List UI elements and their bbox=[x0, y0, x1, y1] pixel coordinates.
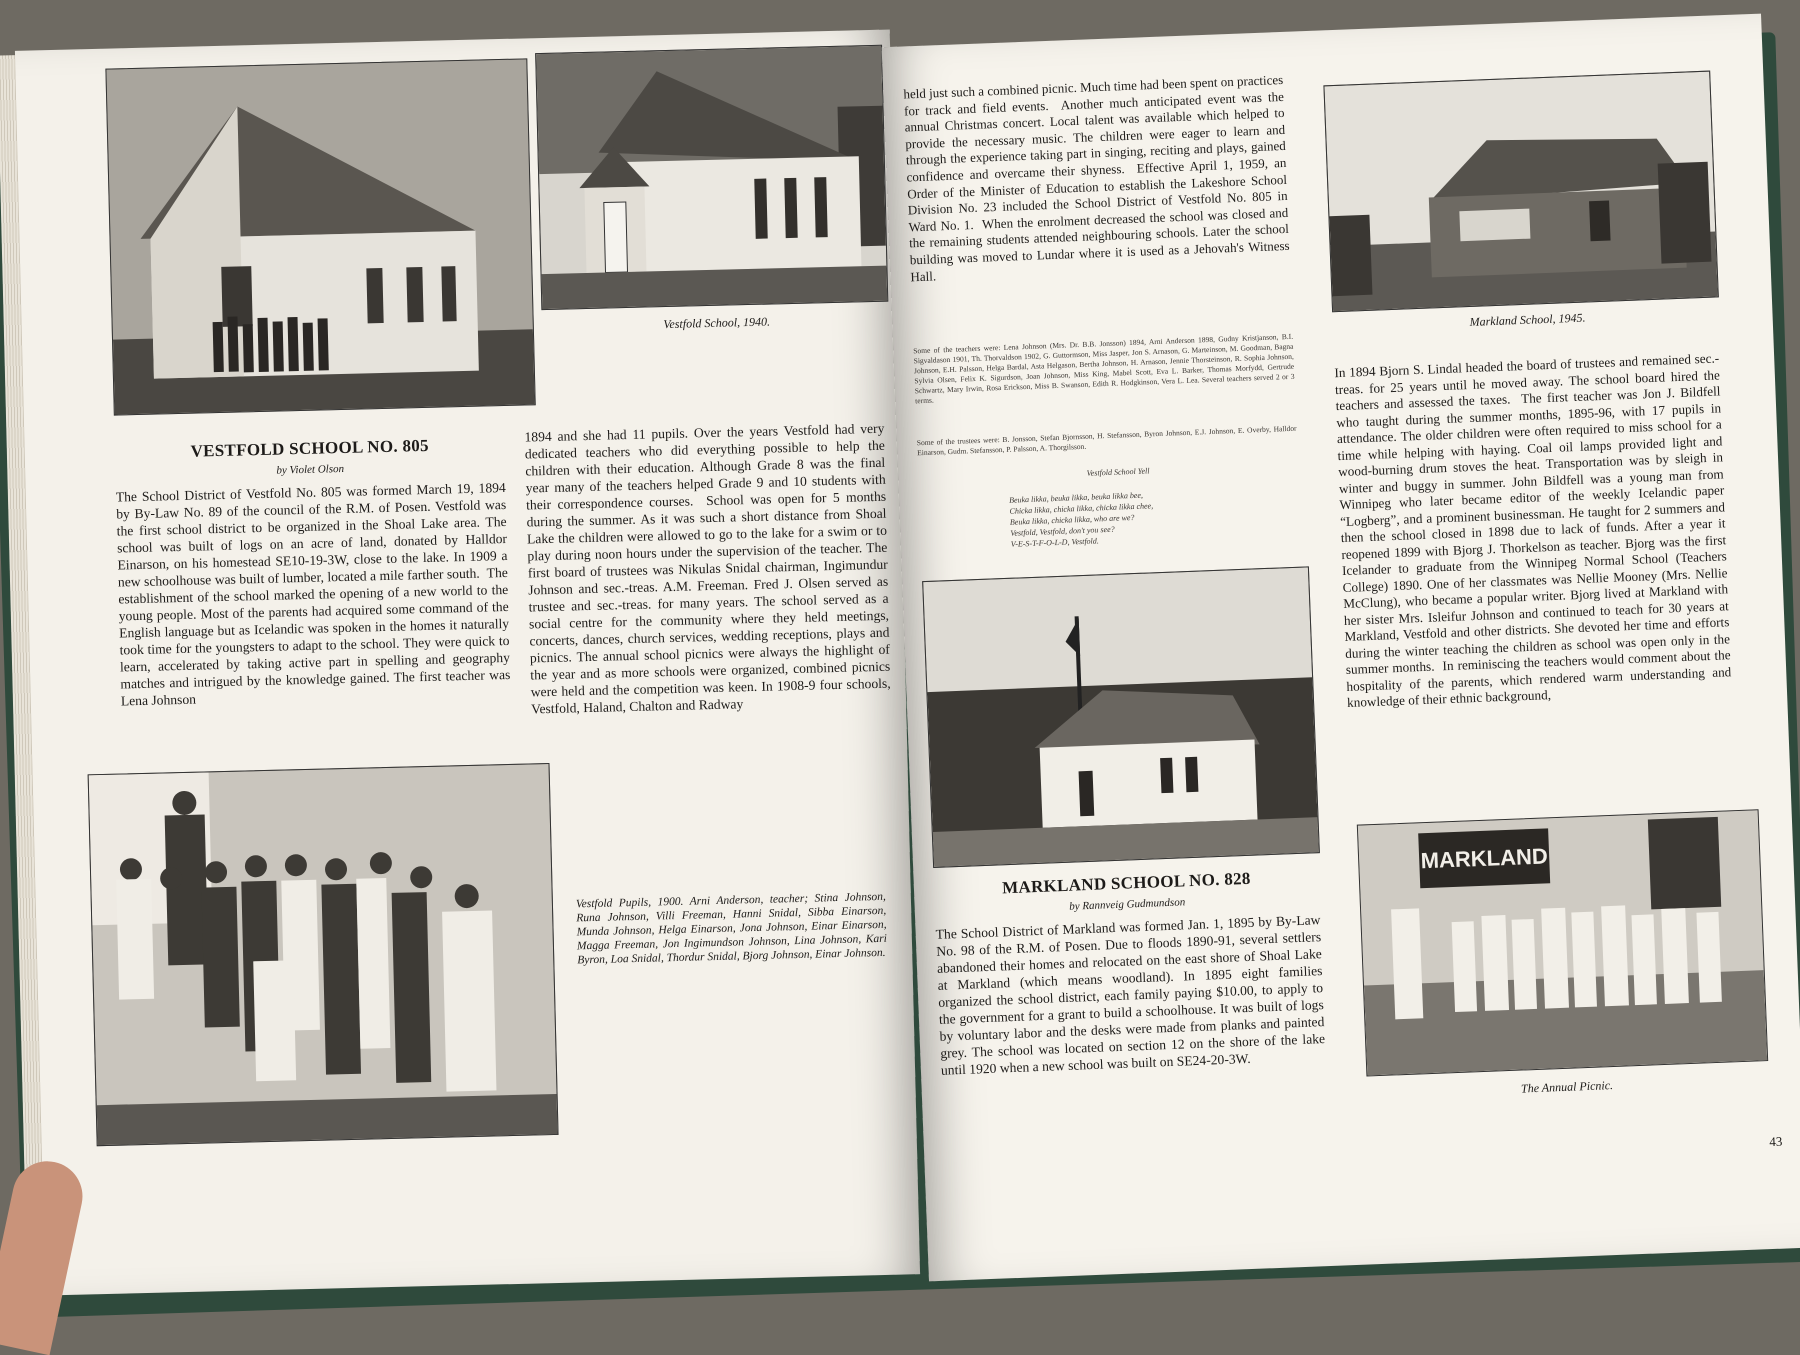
markland-heading: MARKLAND SCHOOL NO. 828 bbox=[1001, 868, 1251, 898]
markland-banner bbox=[1418, 828, 1550, 888]
left-page bbox=[15, 29, 920, 1295]
page-number: 43 bbox=[1768, 1133, 1783, 1150]
markland-article-col1: The School District of Markland was formed Jan. 1, 1895 by By-Law No. 98 of the R.M. of Posen. Due to floods 1890-91, several settlers abandoned their homes and relocated on the east shore of Shoal Lake at Markland (which means woodland). In 1895 eight families organized the school district, each family paying $10.00, to apply to the government for a grant to build a schoolhouse. It was built of logs by voluntary labor and the desks were made from planks and painted grey. The school was located on section 12 on the shore of the lake until 1920 when a new school was built on SE24-20-3W. bbox=[935, 912, 1326, 1078]
yell-line: Chicka likka, chicka likka, chicka likka chee, bbox=[1009, 501, 1154, 516]
vestfold-trustees-list: Some of the trustees were: B. Jonsson, Stefan Bjornsson, H. Stefansson, Byron Johnson, E.J. Johnson, E. Overby, Halldor Einarson, Gudm. Stefansson, P. Palsson, A. Thorgilsson. bbox=[916, 423, 1297, 458]
annual-picnic-caption: The Annual Picnic. bbox=[1520, 1078, 1614, 1096]
vestfold-article-col1: The School District of Vestfold No. 805 was formed March 19, 1894 by By-Law No. 89 of the council of the R.M. of Posen. Vestfold was the first school district to be organized in the Shoal Lake area. The school was built of logs on an acre of land, donated by Halldor Einarson, on his homestead SE10-19-3W, close to the lake. In 1909 a new schoolhouse was built of lumber, located a mile farther south. The establishment of the school marked the opening of a new world to the young people. Most of the parents had acquired some command of the English language but as Icelandic was spoken in the homes it naturally took time for the youngsters to adapt to the school. They were quick to learn, accelerated by taking active part in spelling and geography matches and intrigued by the knowledge gained. The first teacher was Lena Johnson bbox=[115, 480, 511, 709]
markland-byline: by Rannveig Gudmundson bbox=[1068, 896, 1186, 913]
vestfold-pupils-photo-1900 bbox=[88, 763, 559, 1146]
school-yell-verse bbox=[1009, 485, 1271, 550]
yell-line: Vestfold, Vestfold, don't you see? bbox=[1010, 524, 1115, 538]
vestfold-byline: by Violet Olson bbox=[276, 462, 345, 477]
vestfold-article-col2: 1894 and she had 11 pupils. Over the years Vestfold had very dedicated teachers who did everything possible to help the children with their education. Although Grade 8 was the final year many of the teachers helped Grade 9 and 10 students with their correspondence courses. School was open for 5 months during the summer. As it was such a short distance from Shoal Lake the children were allowed to go to the lake for a swim or to play during noon hours under the supervision of the teacher. The first board of trustees was Nikulas Snidal chairman, Ingimundur Johnson and sec.-treas. A.M. Freeman. Fred J. Olsen served as trustee and sec.-treas. for many years. The school served as a social centre for the community where they held meetings, concerts, dances, church services, wedding receptions, plays and picnics. The annual school picnics were always the highlight of the year and as more schools were organized, combined picnics were held and the competition was keen. In 1908-9 four schools, Vestfold, Haland, Chalton and Radway bbox=[524, 420, 891, 717]
markland-1945-caption: Markland School, 1945. bbox=[1469, 310, 1586, 329]
yell-line: Beuka likka, beuka likka, beuka likka bee, bbox=[1008, 490, 1144, 505]
yell-line: V-E-S-T-F-O-L-D, Vestfold. bbox=[1010, 536, 1099, 549]
school-yell-title: Vestfold School Yell bbox=[1086, 466, 1150, 478]
markland-school-photo-1945 bbox=[1323, 71, 1718, 313]
vestfold-school-photo-1 bbox=[105, 58, 535, 415]
markland-school-flag-photo bbox=[922, 566, 1320, 868]
vestfold-school-photo-1940 bbox=[535, 45, 888, 310]
vestfold-pupils-caption: Vestfold Pupils, 1900. Arni Anderson, teacher; Stina Johnson, Runa Johnson, Villi Freeman, Hanni Snidal, Sibba Einarson, Munda Johnson, Helga Einarson, Jona Johnson, Einar Einarson, Magga Freeman, Jon Ingimundson Johnson, Lina Johnson, Kari Byron, Loa Snidal, Thordur Snidal, Bjorg Johnson, Einar Johnson. bbox=[575, 890, 888, 967]
vestfold-1940-caption: Vestfold School, 1940. bbox=[663, 314, 771, 332]
banner-text: MARKLAND bbox=[1420, 843, 1549, 874]
yell-line: Beuka likka, chicka likka, who are we? bbox=[1009, 512, 1135, 527]
markland-article-col2: In 1894 Bjorn S. Lindal headed the board of trustees and remained sec.-treas. for 25 years until he moved away. The school board hired the teachers and assessed the taxes. The first teacher was Jon J. Bildfell who taught during the summer months, 1895-96, with 17 pupils in attendance. The older children were often required to miss school for a time while helping with haying. Coal oil lamps provided light and wood-burning drum stoves the heat. Transportation was by sleigh in winter and buggy in summer. John Bildfell was a young man from Winnipeg who later became editor of the weekly Icelandic paper “Logberg”, and a prominent businessman. He taught for 2 summers and then the school closed in 1898 due to lack of funds. After a year it reopened 1899 with Bjorg J. Thorkelson as teacher. Bjorg was the first Icelander to graduate from the Winnipeg Normal School (Teachers College) 1890. One of her classmates was Nellie Mooney (Mrs. Nellie McClung), who became a popular writer. Bjorg lived at Markland with her sister Mrs. Isleifur Johnson and continued to teach for 30 years at Markland, Vestfold and other districts. She devoted her time and efforts during the winter teaching the children as school was open only in the summer months. In reminiscing the teachers would comment about the hospitality of the parents, which rendered warm understanding and knowledge of their ethnic background, bbox=[1334, 350, 1732, 710]
right-page bbox=[882, 14, 1800, 1282]
vestfold-heading: VESTFOLD SCHOOL NO. 805 bbox=[190, 435, 430, 461]
vestfold-article-continued: held just such a combined picnic. Much time had been spent on practices for track and field events. Another much anticipated event was the annual Christmas concert. Local talent was available which helped to provide the necessary music. The children were eager to learn and through the experience taking part in singing, reciting and plays, gained confidence and overcame their shyness. Effective April 1, 1959, an Order of the Minister of Education to establish the Lakeshore School Division No. 23 included the School District of Vestfold No. 805 in Ward No. 1. When the enrolment decreased the school was closed and the remaining students attended neighbouring schools. Later the school building was moved to Lundar where it is used as a Jehovah's Witness Hall. bbox=[903, 71, 1290, 284]
vestfold-teachers-list: Some of the teachers were: Lena Johnson (Mrs. Dr. B.B. Jonsson) 1894, Arni Anderson 1898, Gudny Kristjanson, B.I. Sigvaldason 1901, Th. Thorvaldson 1902, G. Guttormson, Miss Jasper, Jon S. Arnason, G. Marteinson, M. Goodman, Bagna Johnson, E.H. Palsson, Helga Bardal, Asta Helgason, Bertha Johnson, H. Arnason, Jennie Thorsteinson, R. Sophia Johnson, Sylvia Olsen, Felix K. Sigurdson, Joan Johnson, Miss King, Mabel Scott, Eva L. Barker, Thomas Morfydd, Gertrude Schwartz, Mary Irwin, Rosa Erickson, Miss B. Swanson, Edith R. Hodgkinson, Vera L. Lea. Several teachers served 2 or 3 terms. bbox=[913, 331, 1295, 406]
annual-picnic-photo bbox=[1357, 809, 1768, 1076]
